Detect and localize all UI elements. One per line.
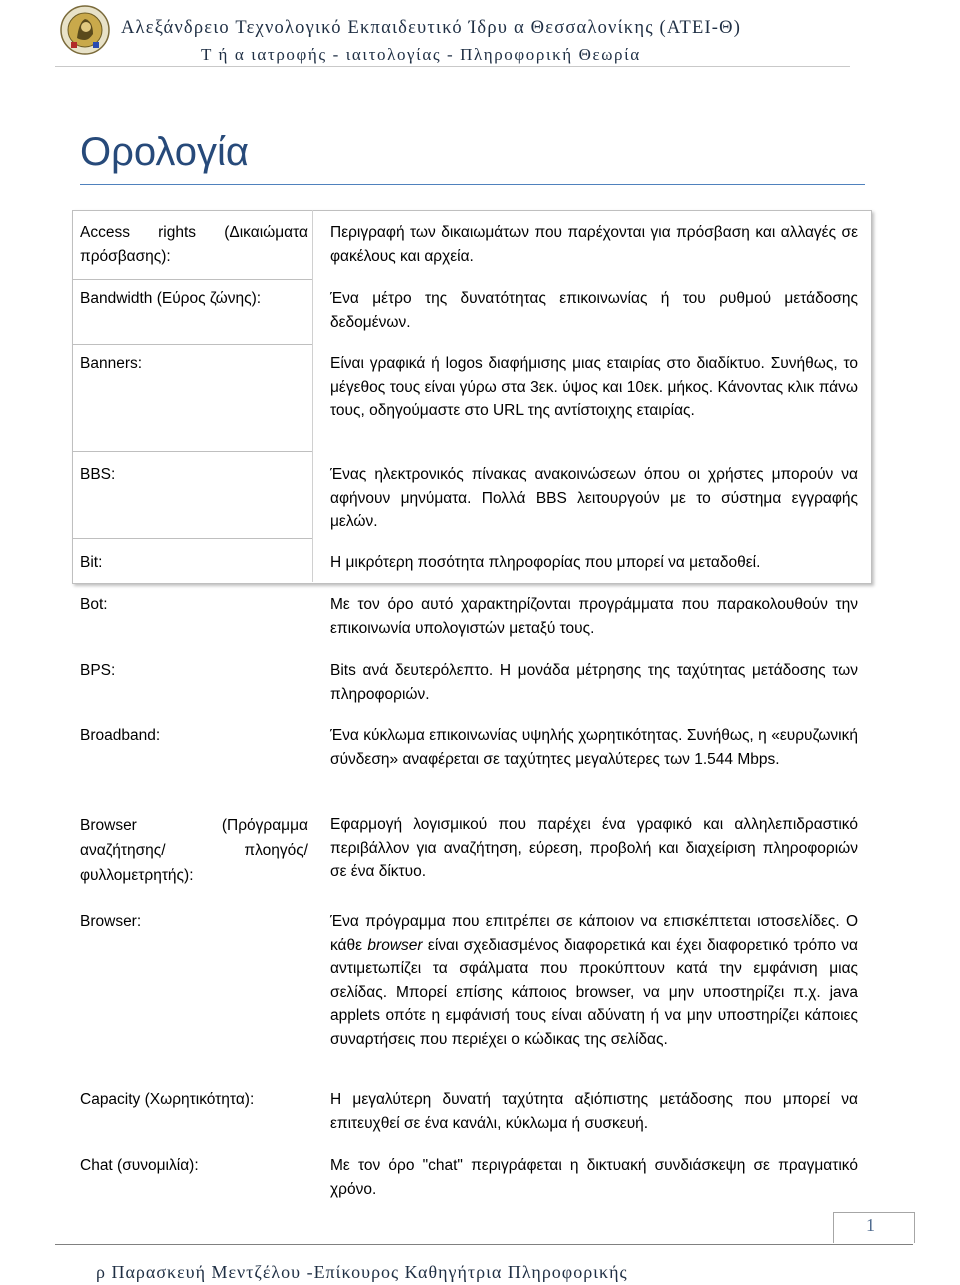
definition-text: Ένα πρόγραμμα που επιτρέπει σε κάποιον να επισκέπτεται ιστοσελίδες. Ο κάθε bbox=[330, 913, 858, 954]
term-label: Capacity (Χωρητικότητα): bbox=[80, 1091, 255, 1108]
term-definition: Με τον όρο αυτό χαρακτηρίζονται προγράμματα που παρακολουθούν την επικοινωνία υπολογιστών μεταξύ τους. bbox=[330, 596, 858, 637]
definition-text: είναι σχεδιασμένος διαφορετικά και έχει διαφορετικό τρόπο να αντιμετωπίζει τα σφάλματα που προκύπτουν κατά την εμφάνιση μιας σελίδας. Μπορεί επίσης κάποιος browser, να μην υποστηρίζει π.χ. java applets οπότε η εμφάνισή τους είναι αδύνατη ή να μην υποστηρίζει κάποιες συναρτήσεις που περιέχει ο κώδικας της σελίδας. bbox=[330, 936, 859, 1048]
term-definition: Η μικρότερη ποσότητα πληροφορίας που μπορεί να μεταδοθεί. bbox=[330, 554, 761, 571]
term-label: Bandwidth (Εύρος ζώνης): bbox=[80, 290, 262, 307]
term-definition: Περιγραφή των δικαιωμάτων που παρέχονται για πρόσβαση και αλλαγές σε φακέλους και αρχεία. bbox=[330, 224, 858, 265]
term-definition: Εφαρμογή λογισμικού που παρέχει ένα γραφικό και αλληλεπιδραστικό περιβάλλον για αναζήτηση, εύρεση, προβολή και διαχείριση πληροφοριών σε ένα δίκτυο. bbox=[330, 816, 858, 880]
term-definition bbox=[330, 910, 858, 1051]
column-divider bbox=[312, 210, 313, 582]
title-underline bbox=[80, 184, 865, 185]
header-department: Τ ή α ιατροφής - ιαιτολογίας - Πληροφορική Θεωρία bbox=[201, 45, 641, 64]
header-institution: Αλεξάνδρειο Τεχνολογικό Εκπαιδευτικό Ίδρυ α Θεσσαλονίκης (ΑΤΕΙ-Θ) bbox=[121, 18, 742, 38]
term-definition: Με τον όρο "chat" περιγράφεται η δικτυακή συνδιάσκεψη σε πραγματικό χρόνο. bbox=[330, 1157, 858, 1198]
term-definition: Bits ανά δευτερόλεπτο. Η μονάδα μέτρησης της ταχύτητας μετάδοσης των πληροφοριών. bbox=[330, 662, 858, 703]
definition-emphasis: browser bbox=[367, 936, 423, 954]
page-title: Ορολογία bbox=[80, 130, 250, 174]
term-label: Banners: bbox=[80, 355, 143, 372]
term-label: Bit: bbox=[80, 554, 103, 571]
institution-logo-icon bbox=[59, 4, 111, 56]
term-definition: Ένα κύκλωμα επικοινωνίας υψηλής χωρητικότητας. Συνήθως, η «ευρυζωνική σύνδεση» αναφέρεται σε ταχύτητες μεγαλύτερες των 1.544 Mbps. bbox=[330, 727, 858, 768]
term-definition: Η μεγαλύτερη δυνατή ταχύτητα αξιόπιστης μετάδοσης που μπορεί να επιτευχθεί σε ένα κανάλι, κύκλωμα ή συσκευή. bbox=[330, 1091, 858, 1132]
term-definition: Ένας ηλεκτρονικός πίνακας ανακοινώσεων όπου οι χρήστες μπορούν να αφήνουν μηνύματα. Πολλά BBS λειτουργούν με το σύστημα εγγραφής μελών. bbox=[330, 466, 858, 530]
page-header bbox=[55, 0, 850, 67]
term-label: BBS: bbox=[80, 466, 116, 483]
row-divider bbox=[72, 538, 312, 539]
page-footer: ρ Παρασκευή Μεντζέλου -Επίκουρος Καθηγήτρια Πληροφορικής bbox=[96, 1262, 628, 1282]
row-divider bbox=[72, 344, 312, 345]
term-label: Bot: bbox=[80, 596, 108, 613]
term-label: Broadband: bbox=[80, 727, 161, 744]
term-label: Access rights (Δικαιώματα πρόσβασης): bbox=[80, 224, 308, 265]
term-label: Chat (συνομιλία): bbox=[80, 1157, 199, 1174]
term-label: Browser: bbox=[80, 913, 142, 930]
term-label: Browser (Πρόγραμμα αναζήτησης/ πλοηγός/φυλλομετρητής): bbox=[80, 817, 308, 884]
footer-rule bbox=[55, 1244, 913, 1245]
page-number: 1 bbox=[866, 1215, 875, 1235]
term-definition: Είναι γραφικά ή logos διαφήμισης μιας εταιρίας στο διαδίκτυο. Συνήθως, το μέγεθος τους είναι γύρω στα 3εκ. ύψος και 10εκ. μήκος. Κάνοντας κλικ πάνω τους, οδηγούμαστε στο URL της αντίστοιχης εταιρίας. bbox=[330, 355, 858, 419]
term-definition: Ένα μέτρο της δυνατότητας επικοινωνίας ή του ρυθμού μετάδοσης δεδομένων. bbox=[330, 290, 858, 331]
row-divider bbox=[72, 279, 312, 280]
term-label: BPS: bbox=[80, 662, 116, 679]
row-divider bbox=[72, 451, 312, 452]
